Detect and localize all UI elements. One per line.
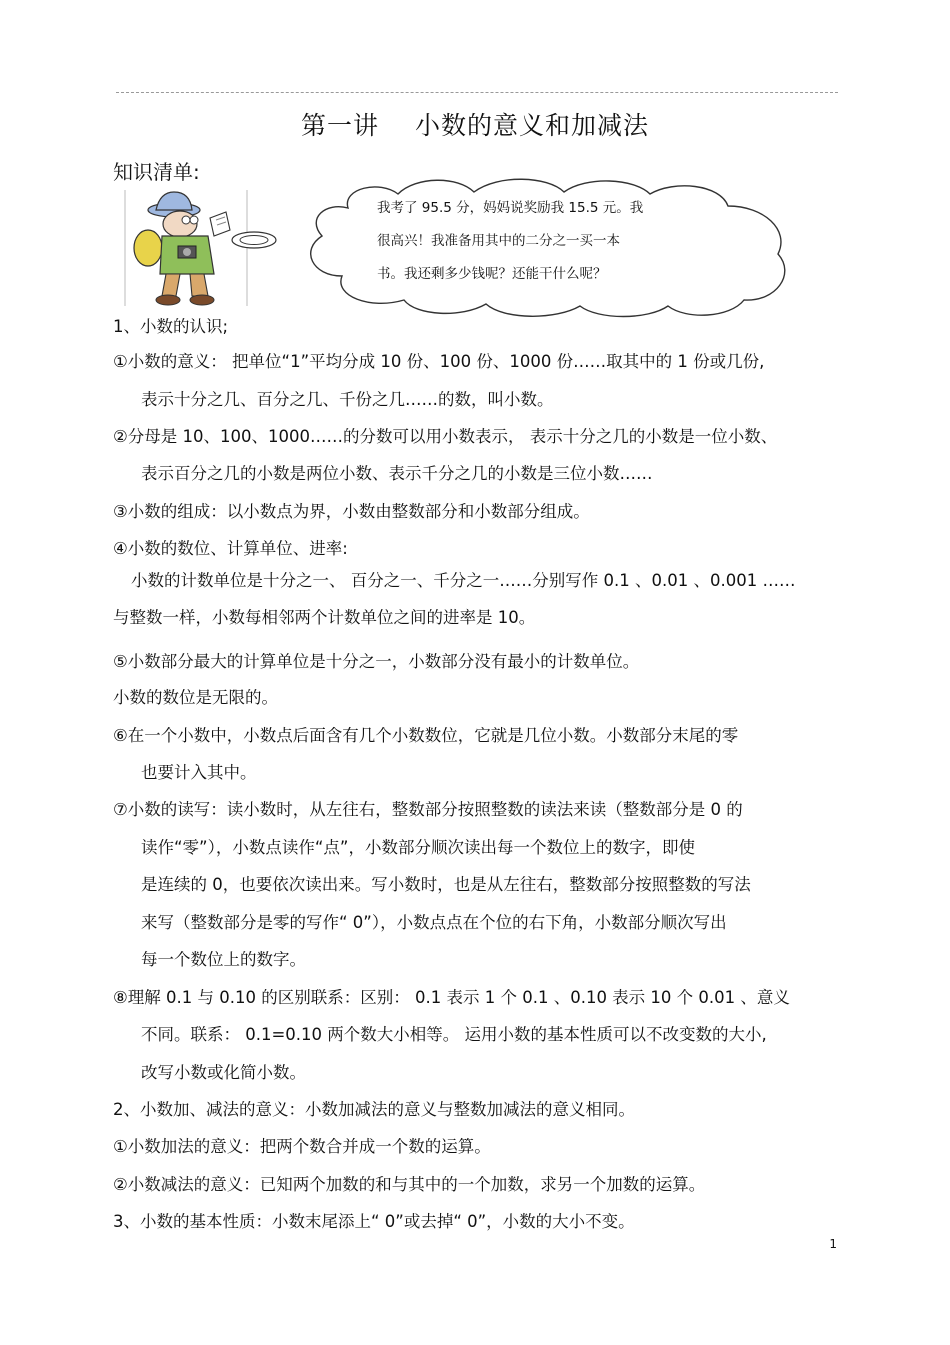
text-line: 小数的数位是无限的。 [113, 688, 278, 707]
text-line: 也要计入其中。 [141, 763, 257, 782]
text-line: 不同。联系： 0.1=0.10 两个数大小相等。 运用小数的基本性质可以不改变数的大小, [141, 1025, 767, 1044]
text-line: ⑧理解 0.1 与 0.10 的区别联系：区别： 0.1 表示 1 个 0.1 、0.10 表示 10 个 0.01 、意义 [113, 988, 790, 1007]
text-line: ⑤小数部分最大的计算单位是十分之一，小数部分没有最小的计数单位。 [113, 652, 640, 671]
title-topic: 小数的意义和加减法 [415, 111, 650, 140]
bubble-line: 我考了 95.5 分，妈妈说奖励我 15.5 元。我 [377, 200, 644, 216]
text-line: ③小数的组成：以小数点为界，小数由整数部分和小数部分组成。 [113, 502, 590, 521]
text-line: ①小数加法的意义：把两个数合并成一个数的运算。 [113, 1137, 491, 1156]
text-line: 表示百分之几的小数是两位小数、表示千分之几的小数是三位小数…… [141, 464, 653, 483]
text-line: ②分母是 10、100、1000……的分数可以用小数表示， 表示十分之几的小数是一位小数、 [113, 427, 778, 446]
text-line: 改写小数或化简小数。 [141, 1063, 306, 1082]
section-heading: 1、小数的认识; [113, 317, 229, 336]
text-line: 是连续的 0，也要依次读出来。写小数时，也是从左往右，整数部分按照整数的写法 [141, 875, 751, 894]
text-line: 与整数一样，小数每相邻两个计数单位之间的进率是 10。 [113, 608, 536, 627]
text-line: ④小数的数位、计算单位、进率: [113, 539, 348, 558]
text-line: ⑦小数的读写：读小数时，从左往右，整数部分按照整数的读法来读（整数部分是 0 的 [113, 800, 743, 819]
title-lecture-number: 第一讲 [300, 111, 379, 140]
text-line: 小数的计数单位是十分之一、 百分之一、千分之一……分别写作 0.1 、0.01 、0.001 …… [131, 571, 796, 590]
text-line: ⑥在一个小数中，小数点后面含有几个小数数位，它就是几位小数。小数部分末尾的零 [113, 726, 739, 745]
page-number: 1 [829, 1237, 837, 1251]
text-line: 读作“零”），小数点读作“点”，小数部分顺次读出每一个数位上的数字，即使 [141, 838, 695, 857]
text-line: 来写（整数部分是零的写作“ 0”），小数点点在个位的右下角，小数部分顺次写出 [141, 913, 727, 932]
page-title [0, 106, 950, 142]
section-heading: 3、小数的基本性质：小数末尾添上“ 0”或去掉“ 0”，小数的大小不变。 [113, 1212, 635, 1231]
bubble-line: 很高兴！我准备用其中的二分之一买一本 [377, 233, 620, 249]
thought-cloud-text [377, 192, 697, 291]
text-line: 表示十分之几、百分之几、千份之几……的数，叫小数。 [141, 390, 554, 409]
header-rule [116, 92, 838, 93]
section-heading: 2、小数加、减法的意义：小数加减法的意义与整数加减法的意义相同。 [113, 1100, 635, 1119]
section-subheading: 知识清单: [113, 160, 200, 184]
text-line: ①小数的意义： 把单位“1”平均分成 10 份、100 份、1000 份……取其中的 1 份或几份, [113, 352, 765, 371]
text-line: ②小数减法的意义：已知两个加数的和与其中的一个加数，求另一个加数的运算。 [113, 1175, 706, 1194]
bubble-line: 书。我还剩多少钱呢？还能干什么呢？ [377, 266, 607, 282]
text-line: 每一个数位上的数字。 [141, 950, 306, 969]
